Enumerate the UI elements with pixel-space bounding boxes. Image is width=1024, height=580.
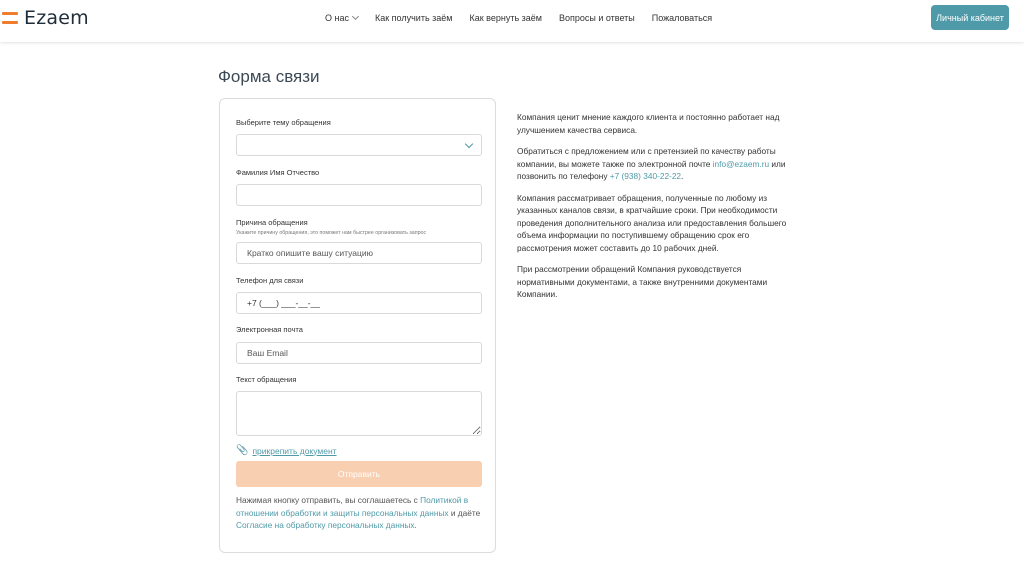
phone-link[interactable]: +7 (938) 340-22-22 xyxy=(609,171,682,181)
chevron-down-icon xyxy=(352,13,359,20)
info-text: . xyxy=(681,171,684,181)
paperclip-icon: 📎 xyxy=(236,445,249,456)
logo-text: Ezaem xyxy=(24,7,89,29)
nav-item-label: Как вернуть заём xyxy=(469,13,542,23)
phone-input[interactable] xyxy=(236,292,482,314)
logo[interactable] xyxy=(2,7,89,29)
attach-document[interactable] xyxy=(236,445,337,456)
reason-label: Причина обращения xyxy=(236,218,308,227)
personal-cabinet-button[interactable]: Личный кабинет xyxy=(931,5,1009,30)
info-paragraph: Компания рассматривает обращения, полученные по любому из указанных каналов связи, в кратчайшие сроки. При необходимости проведения дополнительного анализа или предоставления большего объема информации по поступившему обращению срок его рассмотрения может составить до 10 рабочих дней. xyxy=(517,192,787,253)
info-paragraph: Компания ценит мнение каждого клиента и постоянно работает над улучшением качества сервиса. xyxy=(517,112,780,135)
info-paragraph-contacts xyxy=(517,145,797,183)
info-panel xyxy=(517,111,797,310)
consent-text-part: Нажимая кнопку отправить, вы соглашаетесь с xyxy=(236,495,421,505)
phone-label: Телефон для связи xyxy=(236,276,304,285)
nav-item-complain[interactable] xyxy=(652,13,712,23)
contact-form xyxy=(219,98,496,553)
topic-label: Выберите тему обращения xyxy=(236,118,331,127)
message-label: Текст обращения xyxy=(236,375,297,384)
name-label: Фамилия Имя Отчество xyxy=(236,168,320,177)
data-consent-link[interactable]: Согласие на обработку персональных данных xyxy=(236,520,415,530)
page-title: Форма связи xyxy=(218,67,320,86)
consent-text-part: и даёте xyxy=(448,507,481,518)
submit-button[interactable]: Отправить xyxy=(236,461,482,487)
consent-text xyxy=(236,494,482,532)
nav-item-label: Как получить заём xyxy=(374,13,453,23)
nav-item-repay-loan[interactable] xyxy=(469,13,541,23)
topic-select[interactable] xyxy=(236,134,482,156)
attach-document-link[interactable]: прикрепить документ xyxy=(252,445,337,456)
chevron-down-icon xyxy=(465,140,473,148)
site-header xyxy=(0,0,1024,42)
nav-item-get-loan[interactable] xyxy=(375,13,452,23)
privacy-policy-link[interactable]: Политикой в отношении обработки и защиты персональных данных xyxy=(236,495,469,518)
message-textarea[interactable] xyxy=(236,391,482,436)
email-link[interactable]: info@ezaem.ru xyxy=(712,158,770,169)
nav-item-label: О нас xyxy=(325,13,349,23)
nav-item-faq[interactable] xyxy=(559,13,635,23)
info-text: или позвонить по телефону xyxy=(517,158,786,181)
consent-text-part: . xyxy=(414,520,417,530)
nav-item-label: Вопросы и ответы xyxy=(558,13,635,23)
nav-item-about[interactable] xyxy=(325,13,358,23)
main-nav xyxy=(325,0,729,36)
logo-icon xyxy=(2,12,18,24)
name-input[interactable] xyxy=(236,184,482,206)
nav-item-label: Пожаловаться xyxy=(651,13,713,23)
email-input[interactable] xyxy=(236,342,482,364)
info-paragraph: При рассмотрении обращений Компания руководствуется нормативными документами, а также внутренними документами Компании. xyxy=(517,264,768,299)
reason-hint: Укажите причину обращения, это поможет нам быстрее организовать запрос xyxy=(236,230,427,236)
reason-input[interactable] xyxy=(236,242,482,264)
email-label: Электронная почта xyxy=(236,325,303,334)
info-text: Обратиться с предложением или с претензией по качеству работы компании, вы можете также по электронной почте xyxy=(517,146,776,169)
